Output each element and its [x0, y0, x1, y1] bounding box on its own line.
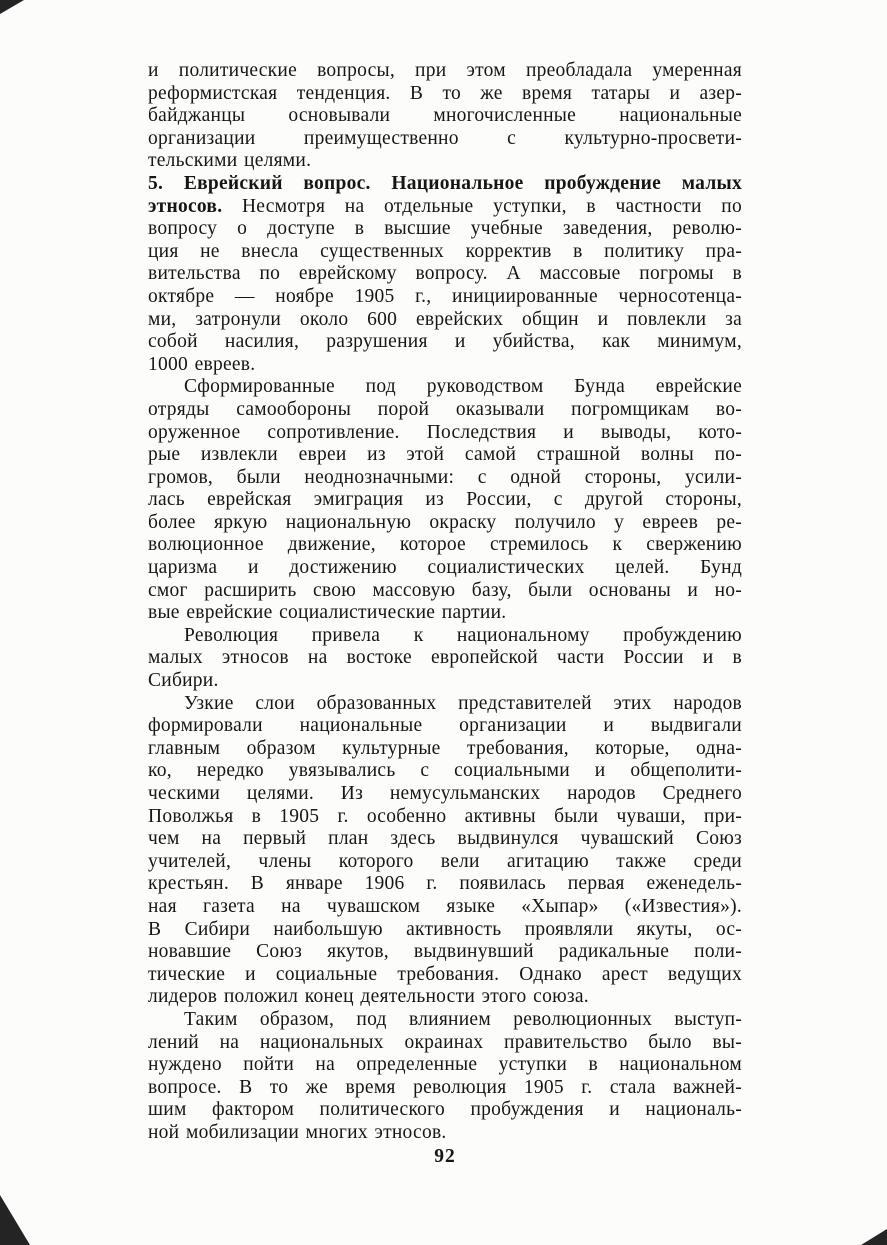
- text-line: [148, 919, 742, 942]
- text-segment: октябре — ноябре 1905 г., инициированные черносотенца-: [148, 285, 742, 307]
- text-segment: рые извлекли евреи из этой самой страшной волны по-: [148, 444, 742, 466]
- text-segment: вопросу о доступе в высшие учебные заведения, револю-: [148, 218, 742, 240]
- text-line: [148, 1122, 742, 1145]
- text-segment: громов, были неоднозначными: с одной стороны, усили-: [148, 466, 742, 488]
- text-line: [148, 534, 742, 557]
- text-segment: лась еврейская эмиграция из России, с другой стороны,: [148, 489, 742, 511]
- text-segment: Поволжья в 1905 г. особенно активны были чуваши, при-: [148, 805, 742, 827]
- paragraph: [148, 693, 742, 1009]
- bold-text-segment: 5. Еврейский вопрос. Национальное пробуждение малых: [148, 172, 742, 194]
- text-line: [148, 376, 742, 399]
- text-segment: лидеров положил конец деятельности этого союза.: [148, 986, 589, 1008]
- text-line: [148, 625, 742, 648]
- paragraph: [148, 376, 742, 625]
- text-line: [148, 286, 742, 309]
- text-segment: лений на национальных окраинах правительство было вы-: [148, 1031, 742, 1053]
- text-line: [148, 580, 742, 603]
- text-segment: вопросе. В то же время революция 1905 г. стала важней-: [148, 1076, 742, 1098]
- text-line: [148, 896, 742, 919]
- text-block: [148, 60, 742, 1145]
- text-line: [148, 309, 742, 332]
- text-segment: Узкие слои образованных представителей этих народов: [184, 692, 742, 714]
- text-segment: тические и социальные требования. Однако арест ведущих: [148, 963, 742, 985]
- text-line: [148, 1032, 742, 1055]
- text-segment: Сибири.: [148, 670, 219, 692]
- text-segment: ческими целями. Из немусульманских народов Среднего: [148, 783, 742, 804]
- scan-artifact-top-left: [0, 0, 24, 14]
- text-line: [148, 647, 742, 670]
- text-line: [148, 806, 742, 829]
- text-segment: собой насилия, разрушения и убийства, как минимум,: [148, 331, 742, 353]
- paragraph: [148, 173, 742, 376]
- text-line: [148, 150, 742, 173]
- text-segment: крестьян. В январе 1906 г. появилась первая еженедель-: [148, 873, 742, 895]
- text-segment: учителей, члены которого вели агитацию также среди: [148, 850, 742, 872]
- text-line: [148, 1099, 742, 1122]
- text-segment: вые еврейские социалистические партии.: [148, 602, 507, 624]
- text-line: [148, 828, 742, 851]
- text-line: [148, 83, 742, 106]
- text-line: [148, 128, 742, 151]
- page-number: 92: [434, 1146, 456, 1167]
- text-line: [148, 941, 742, 964]
- text-segment: Революция привела к национальному пробуждению: [184, 624, 742, 646]
- text-segment: ко, нередко увязывались с социальными и общеполити-: [148, 760, 742, 782]
- text-segment: ной мобилизации многих этносов.: [148, 1121, 447, 1143]
- text-line: [148, 715, 742, 738]
- text-line: [148, 738, 742, 761]
- text-line: [148, 986, 742, 1009]
- text-line: [148, 964, 742, 987]
- text-line: [148, 331, 742, 354]
- text-segment: чем на первый план здесь выдвинулся чувашский Союз: [148, 828, 742, 850]
- text-segment: ция не внесла существенных корректив в политику пра-: [148, 240, 742, 262]
- scan-artifact-bottom-left: [0, 1195, 30, 1245]
- text-line: [148, 602, 742, 625]
- text-segment: волюционное движение, которое стремилось к свержению: [148, 534, 742, 556]
- text-line: [148, 354, 742, 377]
- text-segment: нуждено пойти на определенные уступки в национальном: [148, 1054, 742, 1076]
- text-line: [148, 512, 742, 535]
- text-segment: шим фактором политического пробуждения и националь-: [148, 1099, 742, 1121]
- text-segment: более яркую национальную окраску получило у евреев ре-: [148, 511, 742, 533]
- text-segment: вительства по еврейскому вопросу. А массовые погромы в: [148, 263, 742, 285]
- text-line: [148, 241, 742, 264]
- text-segment: организации преимущественно с культурно-просвети-: [148, 127, 742, 149]
- scan-artifact-bottom-right: [861, 1229, 887, 1245]
- text-line: [148, 105, 742, 128]
- text-line: [148, 873, 742, 896]
- bold-text-segment: этносов.: [148, 195, 223, 217]
- text-segment: отряды самообороны порой оказывали погромщикам во-: [148, 398, 742, 420]
- text-line: [148, 422, 742, 445]
- text-segment: ми, затронули около 600 еврейских общин и повлекли за: [148, 308, 742, 330]
- text-line: [148, 263, 742, 286]
- text-line: [148, 467, 742, 490]
- text-segment: 1000 евреев.: [148, 353, 256, 375]
- text-segment: оруженное сопротивление. Последствия и выводы, кото-: [148, 421, 742, 443]
- text-line: [148, 1077, 742, 1100]
- text-segment: Сформированные под руководством Бунда еврейские: [184, 376, 742, 398]
- text-line: [148, 783, 742, 806]
- text-segment: реформистская тенденция. В то же время татары и азер-: [148, 82, 742, 104]
- text-segment: царизма и достижению социалистических целей. Бунд: [148, 557, 742, 579]
- text-line: [148, 173, 742, 196]
- text-segment: Таким образом, под влиянием революционных выступ-: [184, 1008, 742, 1030]
- text-segment: главным образом культурные требования, которые, одна-: [148, 737, 742, 759]
- text-line: [148, 218, 742, 241]
- text-line: [148, 489, 742, 512]
- text-line: [148, 196, 742, 219]
- text-segment: смог расширить свою массовую базу, были основаны и но-: [148, 579, 742, 601]
- text-segment: формировали национальные организации и выдвигали: [148, 715, 742, 737]
- text-line: [148, 670, 742, 693]
- paragraph: [148, 60, 742, 173]
- text-segment: новавшие Союз якутов, выдвинувший радикальные поли-: [148, 941, 742, 963]
- text-segment: и политические вопросы, при этом преобладала умеренная: [148, 60, 742, 81]
- text-segment: В Сибири наибольшую активность проявляли якуты, ос-: [148, 918, 742, 940]
- text-line: [148, 557, 742, 580]
- text-segment: тельскими целями.: [148, 150, 312, 172]
- text-segment: Несмотря на отдельные уступки, в частности по: [222, 195, 742, 217]
- text-line: [148, 444, 742, 467]
- text-line: [148, 1009, 742, 1032]
- text-line: [148, 851, 742, 874]
- text-segment: байджанцы основывали многочисленные национальные: [148, 105, 742, 127]
- text-line: [148, 60, 742, 83]
- text-line: [148, 760, 742, 783]
- text-line: [148, 693, 742, 716]
- paragraph: [148, 1009, 742, 1145]
- text-segment: ная газета на чувашском языке «Хыпар» («Известия»).: [148, 895, 742, 917]
- paragraph: [148, 625, 742, 693]
- text-segment: малых этносов на востоке европейской части России и в: [148, 647, 742, 669]
- text-line: [148, 1054, 742, 1077]
- text-line: [148, 399, 742, 422]
